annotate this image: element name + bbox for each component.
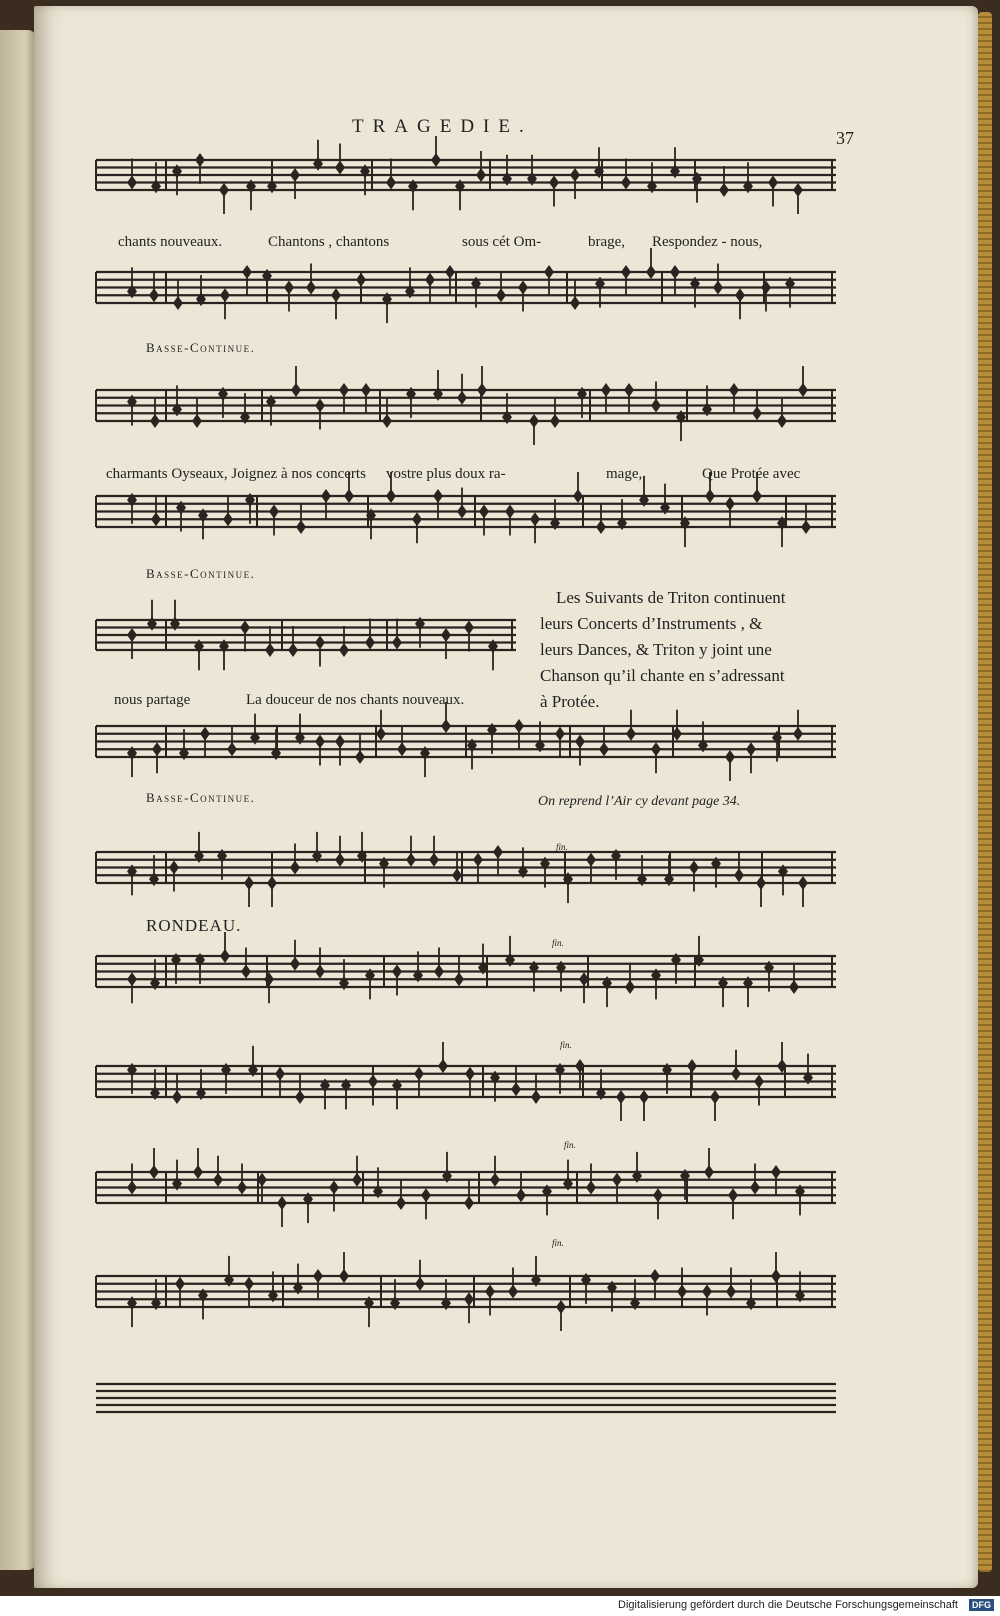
running-title: TRAGEDIE.: [352, 116, 533, 137]
fine-mark: fin.: [552, 1238, 564, 1248]
lyric-line: La douceur de nos chants nouveaux.: [246, 692, 465, 708]
lyric-line: vostre plus doux ra-: [386, 466, 506, 482]
fine-mark: fin.: [564, 1140, 576, 1150]
fine-mark: fin.: [556, 842, 568, 852]
gilded-page-edge: [978, 12, 992, 1572]
stage-direction-line: à Protée.: [540, 692, 600, 711]
footer-credit: Digitalisierung gefördert durch die Deutsche Forschungsgemeinschaft: [618, 1599, 958, 1611]
section-title: RONDEAU.: [146, 916, 242, 935]
dfg-logo: DFG: [969, 1599, 994, 1611]
basse-continue-label: Basse-Continue.: [146, 790, 256, 805]
basse-continue-label: Basse-Continue.: [146, 340, 256, 355]
lyric-line: Chantons , chantons: [268, 234, 390, 250]
lyric-line: sous cét Om-: [462, 234, 542, 250]
lyric-line: brage,: [588, 234, 626, 250]
lyric-line: chants nouveaux.: [118, 234, 223, 250]
page-number: 37: [836, 128, 854, 148]
digitization-footer: [0, 1596, 1000, 1616]
fine-mark: fin.: [560, 1040, 572, 1050]
lyric-line: Respondez - nous,: [652, 234, 763, 250]
lyric-line: mage,: [606, 466, 643, 482]
stage-direction-line: Les Suivants de Triton continuent: [556, 588, 786, 607]
stage-direction-line: leurs Concerts d’Instruments , &: [540, 614, 763, 633]
basse-continue-label: Basse-Continue.: [146, 566, 256, 581]
lyric-line: nous partage: [114, 692, 191, 708]
fine-mark: fin.: [552, 938, 564, 948]
lyric-line: charmants Oyseaux, Joignez à nos concerts: [106, 466, 366, 482]
stage-direction-line: leurs Dances, & Triton y joint une: [540, 640, 772, 659]
lyric-line: Que Protée avec: [702, 466, 801, 482]
reprise-note: On reprend l’Air cy devant page 34.: [538, 794, 741, 809]
stage-direction-line: Chanson qu’il chante en s’adressant: [540, 666, 785, 685]
empty-staff: [96, 0, 836, 1420]
facing-page-edge: [0, 30, 36, 1570]
